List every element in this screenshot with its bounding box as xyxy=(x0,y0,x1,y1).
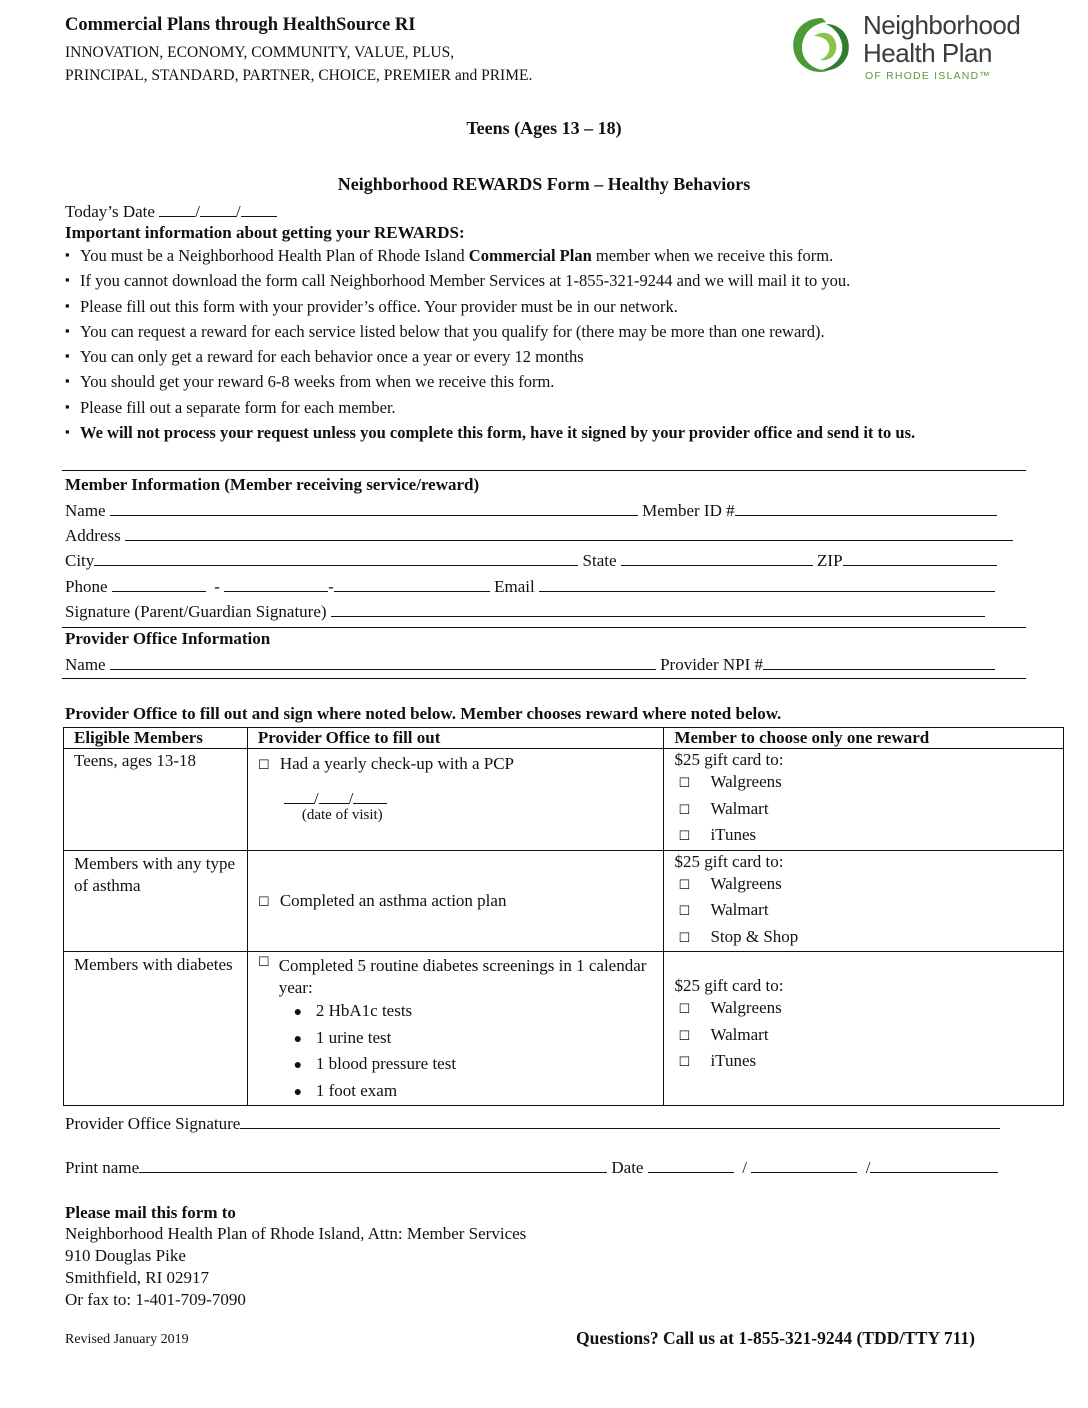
list-item: ▪ You can request a reward for each service listed below that you qualify for (there may be more than one reward). xyxy=(65,319,1025,344)
provider-npi-field[interactable] xyxy=(763,654,995,670)
logo-word-health-plan: Health Plan xyxy=(863,38,992,68)
list-item: ▪ You should get your reward 6-8 weeks from when we receive this form. xyxy=(65,369,1025,394)
nhpri-logo xyxy=(786,8,1026,88)
questions-contact: Questions? Call us at 1-855-321-9244 (TDD/TTY 711) xyxy=(576,1328,975,1348)
provider-cell xyxy=(247,850,664,952)
phone-label: Phone xyxy=(65,577,108,596)
section-divider xyxy=(62,470,1026,471)
mail-heading: Please mail this form to xyxy=(65,1203,236,1222)
checkbox-icon[interactable]: ☐ xyxy=(678,829,691,844)
checkbox-icon[interactable]: ☐ xyxy=(678,1028,691,1044)
reward-cell xyxy=(664,952,1064,1106)
reward-option[interactable]: ☐ Walgreens xyxy=(674,996,1063,1023)
checkbox-icon[interactable]: ☐ xyxy=(678,802,691,818)
date-month-field[interactable] xyxy=(648,1157,734,1173)
eligible-cell: Members with any type of asthma xyxy=(64,850,248,952)
eligible-cell: Teens, ages 13-18 xyxy=(64,749,248,851)
table-row xyxy=(64,850,1064,952)
member-name-field[interactable] xyxy=(110,500,638,516)
member-id-label: Member ID # xyxy=(642,501,735,520)
age-group-title: Teens (Ages 13 – 18) xyxy=(466,118,622,138)
checkbox-icon[interactable]: ☐ xyxy=(678,877,691,893)
revision-date: Revised January 2019 xyxy=(65,1332,189,1347)
reward-option[interactable]: ☐ iTunes xyxy=(674,1049,1063,1076)
member-city-row xyxy=(65,550,997,571)
rules-bullet-list xyxy=(65,243,1025,445)
provider-info-heading: Provider Office Information xyxy=(65,629,271,648)
table-header-row xyxy=(64,728,1064,749)
member-address-row xyxy=(65,525,1013,546)
list-item: ● 1 blood pressure test xyxy=(293,1054,457,1073)
reward-heading: $25 gift card to: xyxy=(674,851,784,871)
table-row xyxy=(64,749,1064,851)
phone-field-area[interactable] xyxy=(112,576,206,592)
provider-name-field[interactable] xyxy=(110,654,656,670)
col-header-eligible: Eligible Members xyxy=(64,728,248,749)
visit-date-caption: (date of visit) xyxy=(301,807,383,823)
email-field[interactable] xyxy=(539,576,995,592)
provider-cell xyxy=(247,952,664,1106)
zip-field[interactable] xyxy=(843,550,997,566)
print-name-label: Print name xyxy=(65,1158,140,1177)
checkbox-icon[interactable]: ☐ xyxy=(678,1055,691,1070)
reward-option[interactable]: ☐ Walmart xyxy=(674,797,1063,824)
member-name-label: Name xyxy=(65,501,106,520)
todays-date-field[interactable]: Today’s Date / / xyxy=(65,201,277,222)
member-info-heading: Member Information (Member receiving service/reward) xyxy=(65,475,480,494)
list-item: ● 2 HbA1c tests xyxy=(293,1001,413,1020)
plan-list-line-2: PRINCIPAL, STANDARD, PARTNER, CHOICE, PREMIER and PRIME. xyxy=(65,67,533,84)
section-divider xyxy=(62,627,1026,628)
leaf-logo-icon xyxy=(786,10,858,82)
asthma-plan-option[interactable]: ☐ Completed an asthma action plan xyxy=(257,890,507,910)
address-field[interactable] xyxy=(125,525,1013,541)
reward-option[interactable]: ☐ Walmart xyxy=(674,898,1063,925)
address-label: Address xyxy=(65,526,121,545)
list-item: ● 1 urine test xyxy=(293,1027,392,1047)
logo-word-of-rhode-island: OF RHODE ISLAND™ xyxy=(865,70,991,82)
diabetes-screening-option[interactable]: ☐ Completed 5 routine diabetes screenings in 1 calendar year: xyxy=(257,955,647,997)
plan-title: Commercial Plans through HealthSource RI xyxy=(65,15,416,35)
reward-option[interactable]: ☐ Walmart xyxy=(674,1023,1063,1050)
phone-field-prefix[interactable] xyxy=(224,576,328,592)
member-signature-row xyxy=(65,601,985,622)
list-item: ▪ We will not process your request unless you complete this form, have it signed by your provider office and send it to us. xyxy=(65,420,1025,445)
mail-line-1: Neighborhood Health Plan of Rhode Island, Attn: Member Services xyxy=(65,1224,527,1243)
provider-signature-row xyxy=(65,1113,1000,1134)
col-header-provider: Provider Office to fill out xyxy=(247,728,664,749)
date-label: Date xyxy=(611,1158,644,1177)
table-instructions: Provider Office to fill out and sign where noted below. Member chooses reward where noted below. xyxy=(65,704,782,723)
checkbox-icon[interactable]: ☐ xyxy=(257,758,270,773)
city-field[interactable] xyxy=(94,550,578,566)
email-label: Email xyxy=(494,577,535,596)
provider-cell xyxy=(247,749,664,851)
list-item: ▪ If you cannot download the form call Neighborhood Member Services at 1-855-321-9244 and we will mail it to you. xyxy=(65,268,1025,293)
print-name-row: Print name Date / / xyxy=(65,1157,998,1178)
mail-line-3: Smithfield, RI 02917 xyxy=(65,1268,210,1287)
list-item: ● 1 foot exam xyxy=(293,1080,398,1100)
reward-option[interactable]: ☐ Stop & Shop xyxy=(674,925,1063,952)
print-name-field[interactable] xyxy=(139,1157,607,1173)
provider-name-label: Name xyxy=(65,655,106,674)
guardian-signature-label: Signature (Parent/Guardian Signature) xyxy=(65,602,327,621)
logo-word-neighborhood: Neighborhood xyxy=(863,10,1021,40)
member-name-row xyxy=(65,500,997,521)
member-id-field[interactable] xyxy=(735,500,997,516)
screening-list xyxy=(258,999,664,1105)
rewards-table xyxy=(63,727,1064,1106)
provider-signature-field[interactable] xyxy=(240,1113,1000,1129)
fax-line: Or fax to: 1-401-709-7090 xyxy=(65,1290,246,1309)
visit-date-field[interactable]: / / xyxy=(258,788,664,809)
reward-heading: $25 gift card to: xyxy=(674,976,784,995)
provider-signature-label: Provider Office Signature xyxy=(65,1114,241,1133)
list-item: ▪ Please fill out this form with your provider’s office. Your provider must be in our network. xyxy=(65,294,1025,319)
state-field[interactable] xyxy=(621,550,813,566)
reward-option[interactable]: ☐ iTunes xyxy=(674,823,1063,850)
col-header-member-reward: Member to choose only one reward xyxy=(664,728,1064,749)
checkbox-icon[interactable]: ☐ xyxy=(678,930,691,946)
state-label: State xyxy=(582,551,617,570)
date-day-field[interactable] xyxy=(751,1157,857,1173)
list-item: ▪ You can only get a reward for each behavior once a year or every 12 months xyxy=(65,344,1025,369)
reward-option[interactable]: ☐ Walgreens xyxy=(674,770,1063,797)
checkup-option[interactable]: ☐ Had a yearly check-up with a PCP xyxy=(257,754,515,773)
form-title: Neighborhood REWARDS Form – Healthy Behaviors xyxy=(337,174,751,194)
checkbox-icon[interactable]: ☐ xyxy=(257,894,270,910)
date-year-field[interactable] xyxy=(870,1157,998,1173)
eligible-cell: Members with diabetes xyxy=(64,952,248,1106)
reward-option[interactable]: ☐ Walgreens xyxy=(674,872,1063,899)
important-info-heading: Important information about getting your REWARDS: xyxy=(65,223,465,242)
section-divider xyxy=(62,678,1026,679)
list-item: ▪ Please fill out a separate form for each member. xyxy=(65,395,1025,420)
checkbox-icon[interactable]: ☐ xyxy=(678,904,691,919)
provider-npi-label: Provider NPI # xyxy=(660,655,764,674)
zip-label: ZIP xyxy=(817,551,843,570)
reward-cell xyxy=(664,850,1064,952)
todays-date-label: Today’s Date xyxy=(65,202,155,221)
checkbox-icon[interactable]: ☐ xyxy=(678,1002,691,1017)
phone-field-line[interactable] xyxy=(334,576,490,592)
plan-list-line-1: INNOVATION, ECONOMY, COMMUNITY, VALUE, PLUS, xyxy=(65,44,455,61)
city-label: City xyxy=(65,551,95,570)
provider-name-row xyxy=(65,654,995,675)
reward-cell xyxy=(664,749,1064,851)
table-row xyxy=(64,952,1064,1106)
guardian-signature-field[interactable] xyxy=(331,601,985,617)
reward-heading: $25 gift card to: xyxy=(674,750,784,769)
mail-line-2: 910 Douglas Pike xyxy=(65,1246,186,1265)
checkbox-icon[interactable]: ☐ xyxy=(678,776,691,791)
list-item: ▪ You must be a Neighborhood Health Plan of Rhode Island Commercial Plan member when we receive this form. xyxy=(65,243,1025,268)
member-phone-row: Phone - - Email xyxy=(65,576,995,597)
checkbox-icon[interactable]: ☐ xyxy=(257,955,270,970)
